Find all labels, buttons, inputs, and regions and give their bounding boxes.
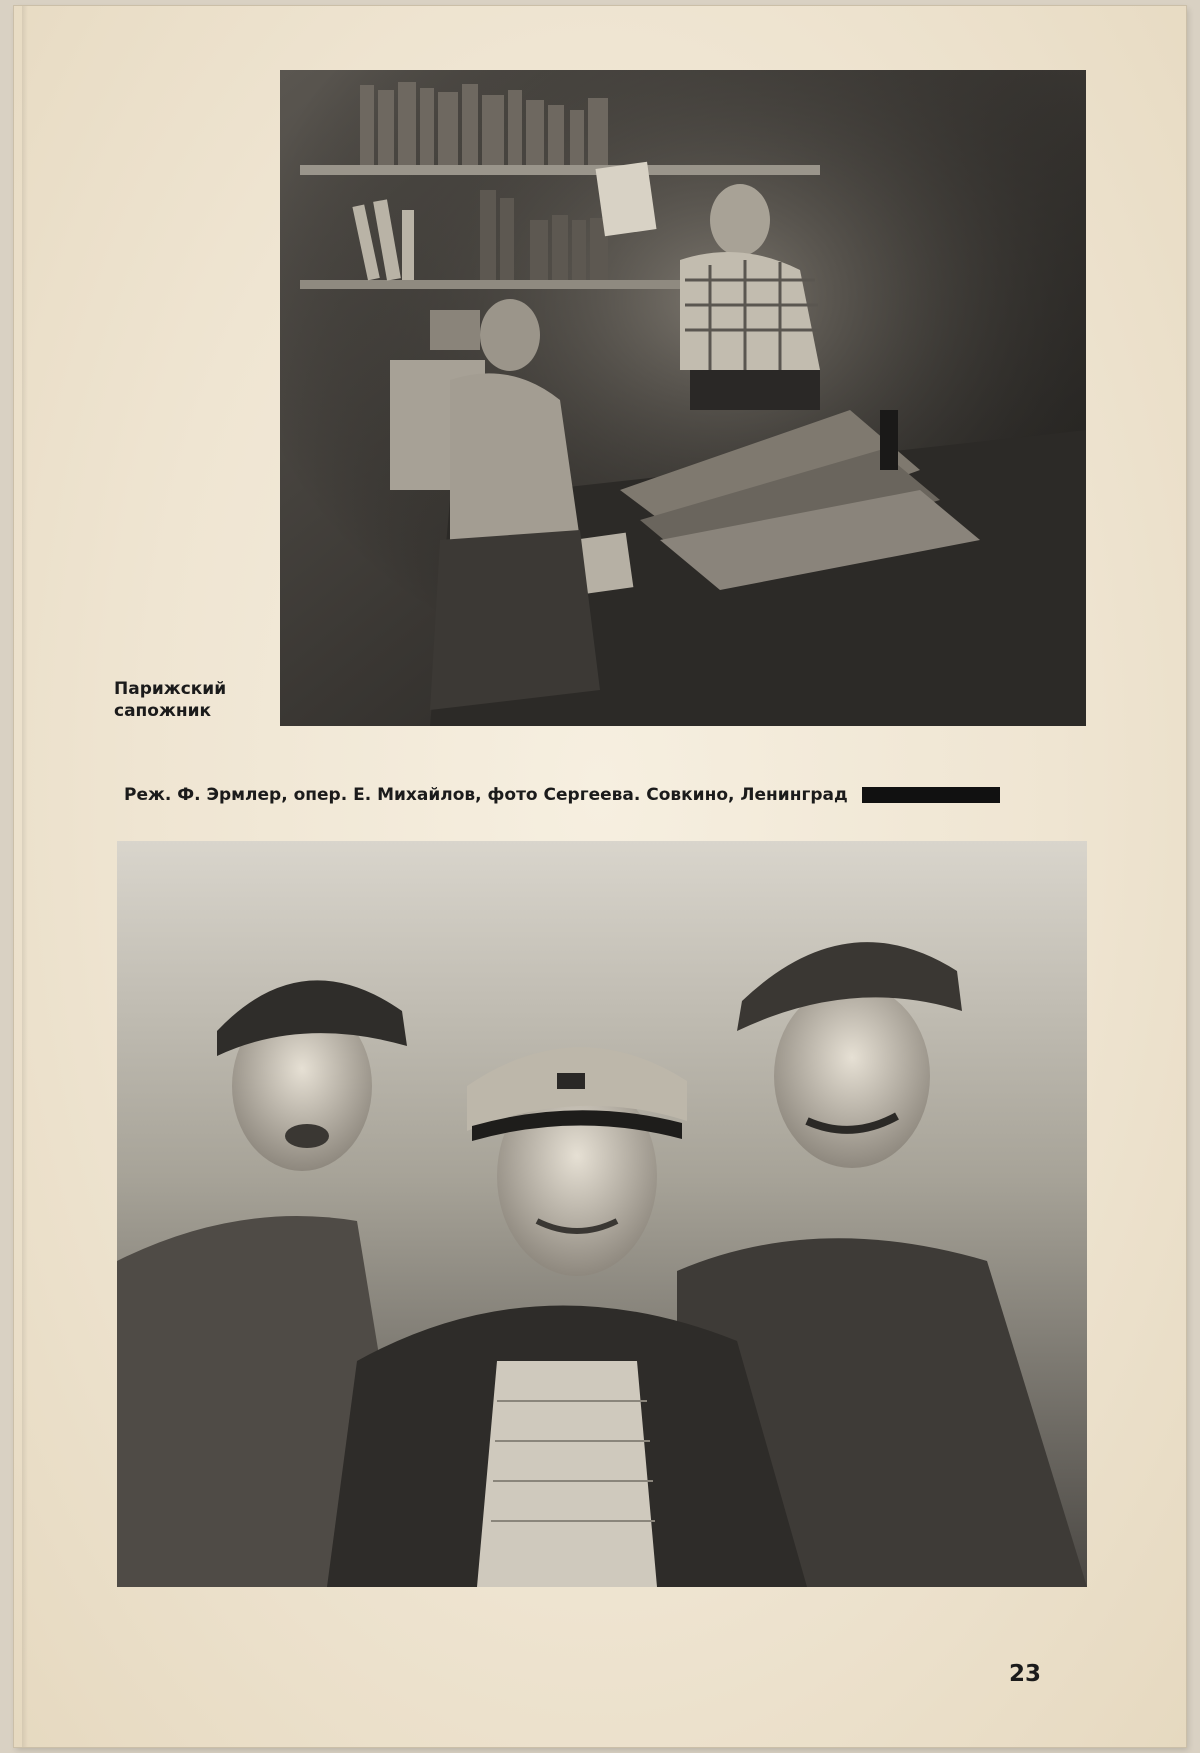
credit-black-bar <box>862 787 1000 803</box>
photo-three-men <box>117 841 1087 1587</box>
photo-caption-title <box>114 678 284 722</box>
page-number: 23 <box>1009 1661 1042 1687</box>
magazine-page <box>14 6 1186 1747</box>
photo-credit-line <box>124 781 1074 809</box>
photo-three-men-image <box>117 841 1087 1587</box>
page-fold-shadow <box>22 6 28 1747</box>
photo-bookshop-image <box>280 70 1086 726</box>
credit-text: Реж. Ф. Эрмлер, опер. Е. Михайлов, фото Сергеева. Совкино, Ленинград <box>124 785 848 805</box>
caption-line-1: Парижский <box>114 679 227 699</box>
caption-line-2: сапожник <box>114 701 212 721</box>
photo-bookshop-scene <box>280 70 1086 726</box>
